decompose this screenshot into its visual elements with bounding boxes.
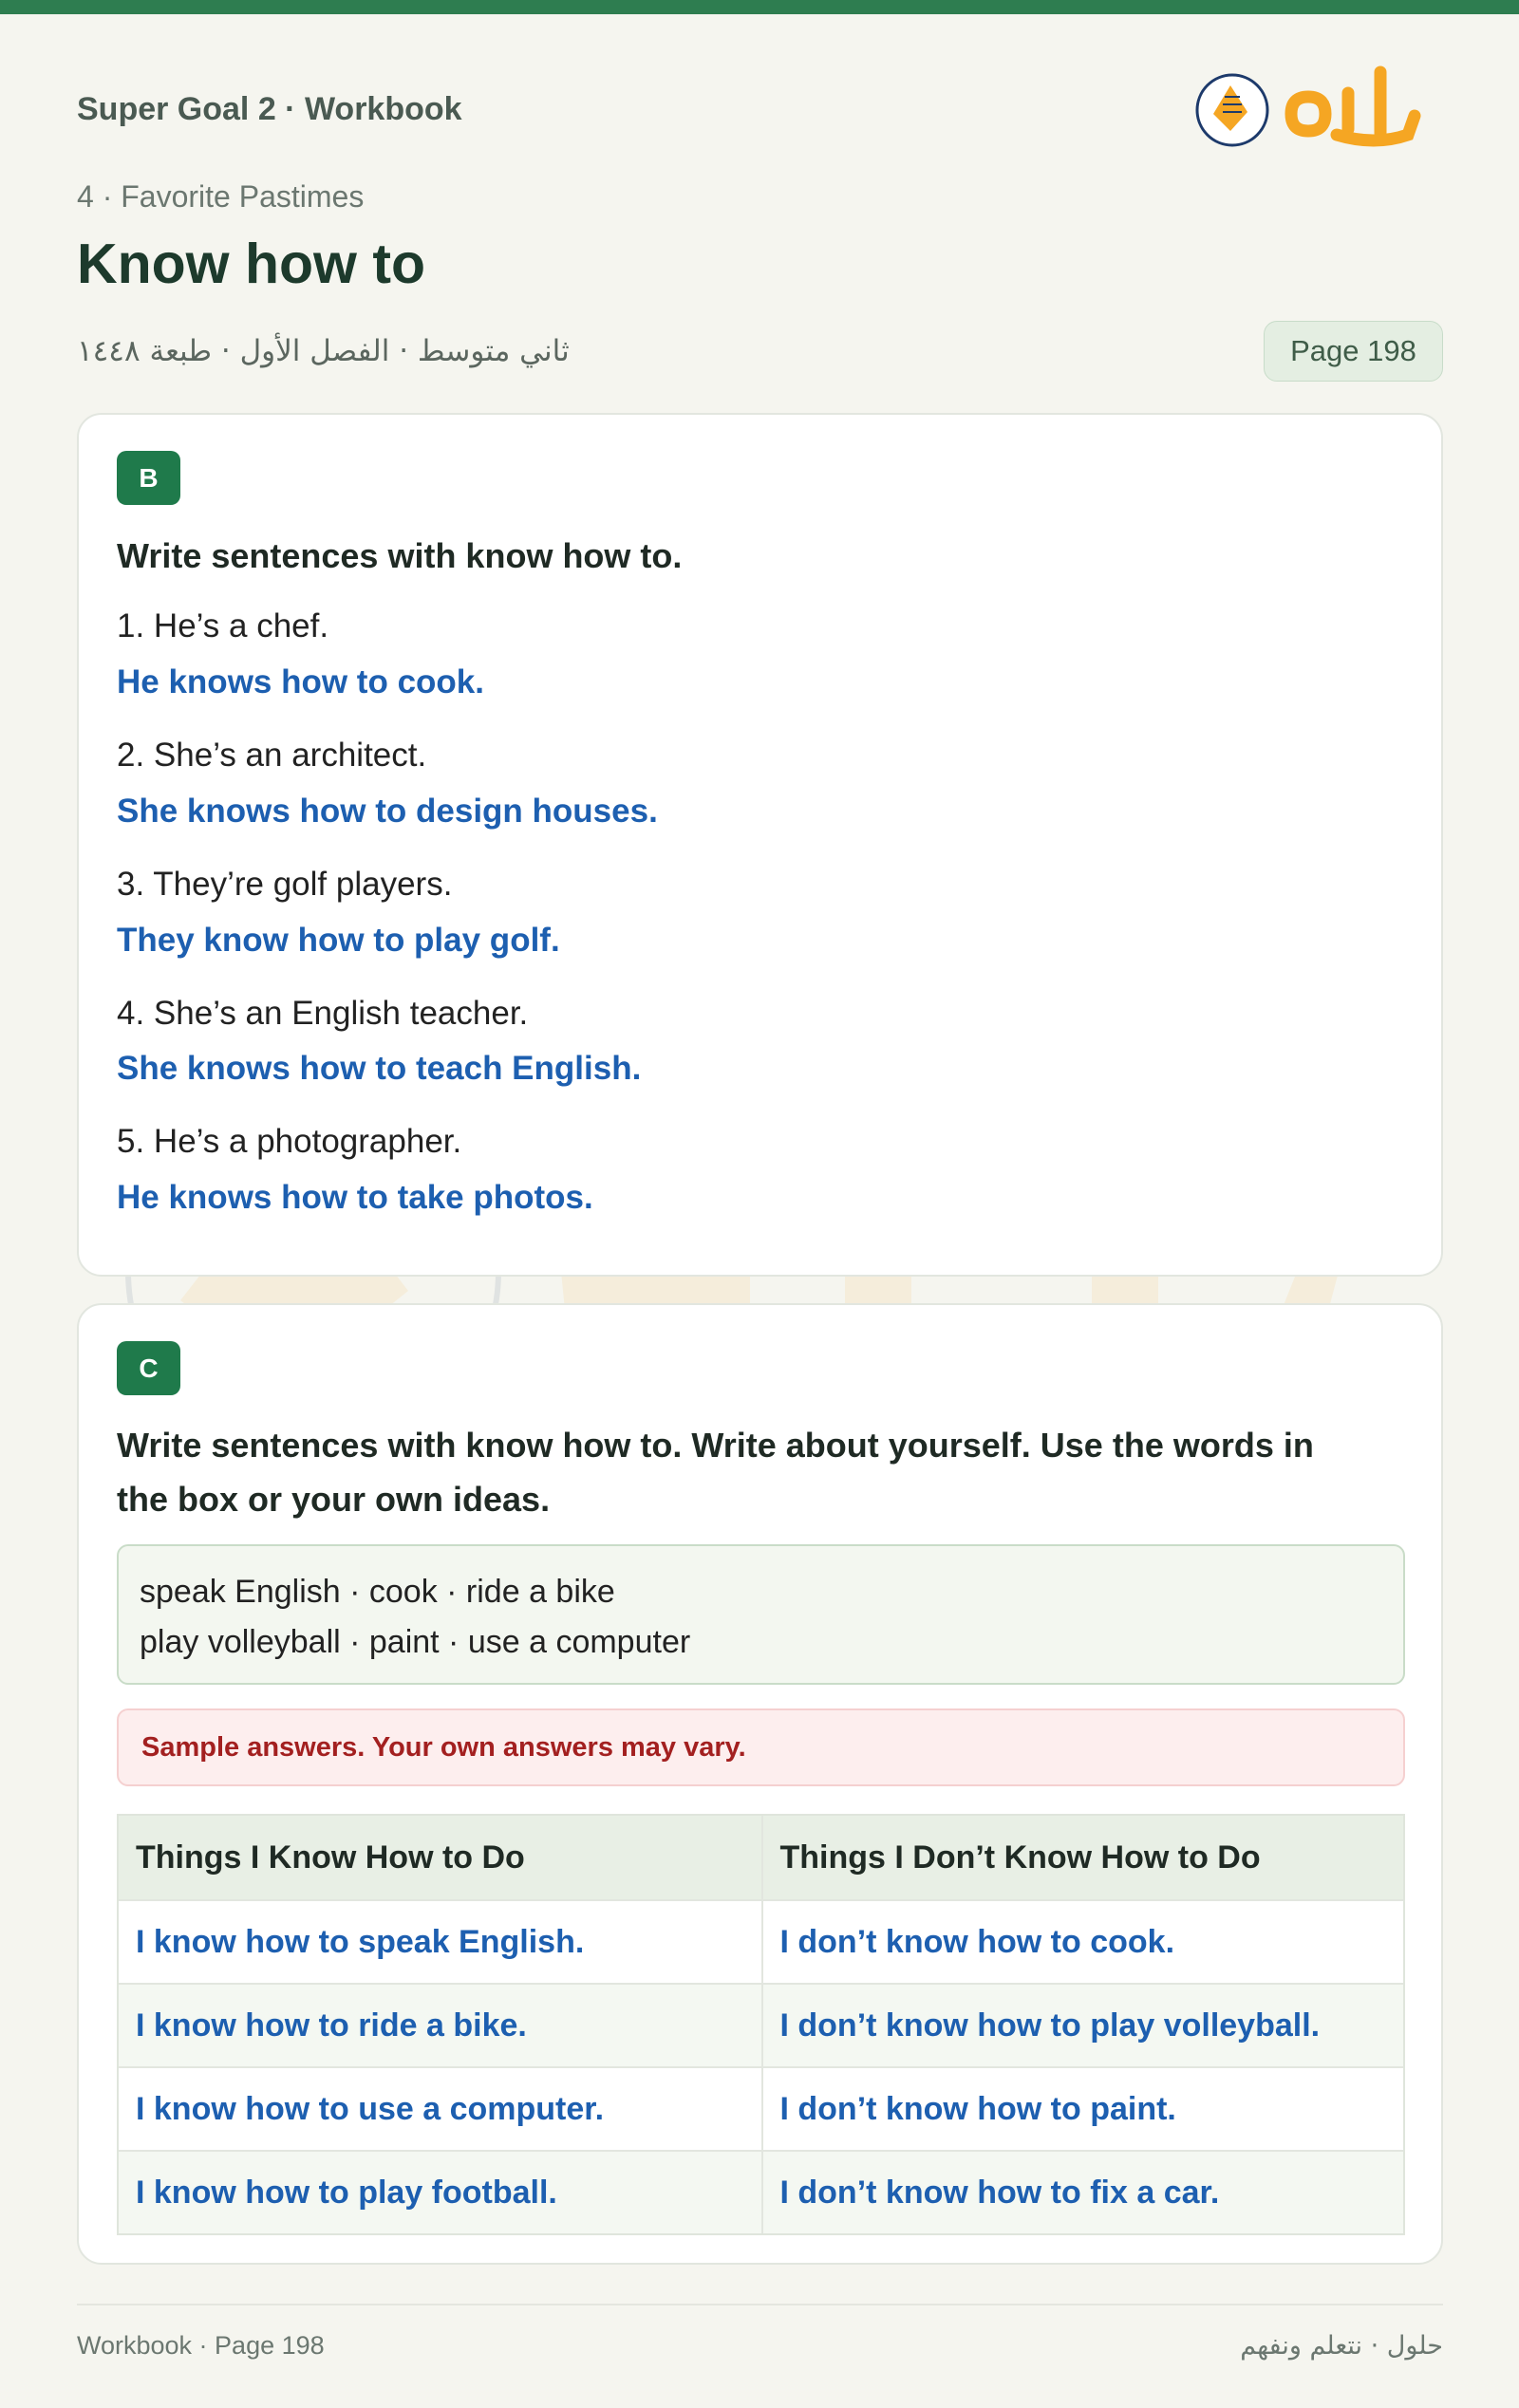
top-accent-bar	[0, 0, 1519, 14]
table-header-cell: Things I Know How to Do	[136, 1839, 525, 1876]
table-cell: I don’t know how to play volleyball.	[761, 1985, 1404, 2066]
hulul-logo	[1194, 59, 1428, 158]
table-row	[119, 2066, 1403, 2150]
know-how-table	[117, 1814, 1405, 2235]
footer-brand-tagline: حلول · نتعلم ونفهم	[1240, 2331, 1443, 2361]
table-cell: I don’t know how to paint.	[761, 2068, 1404, 2150]
page-badge: Page 198	[1264, 321, 1443, 382]
table-row	[119, 1899, 1403, 1983]
table-header-row	[119, 1816, 1403, 1899]
table-row	[119, 1983, 1403, 2066]
word-box	[117, 1544, 1405, 1685]
answer-2: She knows how to design houses.	[117, 793, 658, 830]
word-box-line-2: play volleyball · paint · use a computer	[140, 1624, 691, 1660]
answer-5: He knows how to take photos.	[117, 1179, 593, 1216]
exercise-c-card	[77, 1303, 1443, 2265]
question-5: 5. He’s a photographer.	[117, 1123, 462, 1160]
grade-line: ثاني متوسط · الفصل الأول · طبعة ١٤٤٨	[77, 334, 570, 368]
question-4: 4. She’s an English teacher.	[117, 995, 529, 1032]
question-1: 1. He’s a chef.	[117, 607, 329, 644]
question-2: 2. She’s an architect.	[117, 737, 427, 774]
table-cell: I know how to speak English.	[136, 1923, 585, 1960]
footer-page-label: Workbook · Page 198	[77, 2331, 325, 2360]
answer-1: He knows how to cook.	[117, 663, 484, 700]
section-c-badge: C	[117, 1341, 180, 1395]
unit-label: 4 · Favorite Pastimes	[77, 179, 365, 214]
sample-answers-note: Sample answers. Your own answers may vary.	[117, 1708, 1405, 1786]
table-cell: I don’t know how to cook.	[761, 1901, 1404, 1983]
word-box-line-1: speak English · cook · ride a bike	[140, 1574, 615, 1610]
table-cell: I don’t know how to fix a car.	[761, 2152, 1404, 2233]
footer-divider	[77, 2304, 1443, 2305]
table-row	[119, 2150, 1403, 2233]
section-c-instruction-line1: Write sentences with know how to. Write about yourself. Use the words in	[117, 1426, 1314, 1465]
section-b-badge: B	[117, 451, 180, 505]
table-header-cell: Things I Don’t Know How to Do	[761, 1816, 1404, 1899]
section-b-instruction: Write sentences with know how to.	[117, 536, 683, 575]
table-cell: I know how to play football.	[136, 2174, 557, 2211]
answer-3: They know how to play golf.	[117, 922, 560, 959]
answer-4: She knows how to teach English.	[117, 1050, 642, 1087]
table-cell: I know how to use a computer.	[136, 2090, 605, 2127]
exercise-b-card	[77, 413, 1443, 1277]
page-title: Know how to	[77, 233, 426, 295]
question-3: 3. They’re golf players.	[117, 866, 453, 903]
section-c-instruction-line2: the box or your own ideas.	[117, 1480, 551, 1519]
table-cell: I know how to ride a bike.	[136, 2007, 527, 2044]
book-title: Super Goal 2 · Workbook	[77, 91, 462, 127]
